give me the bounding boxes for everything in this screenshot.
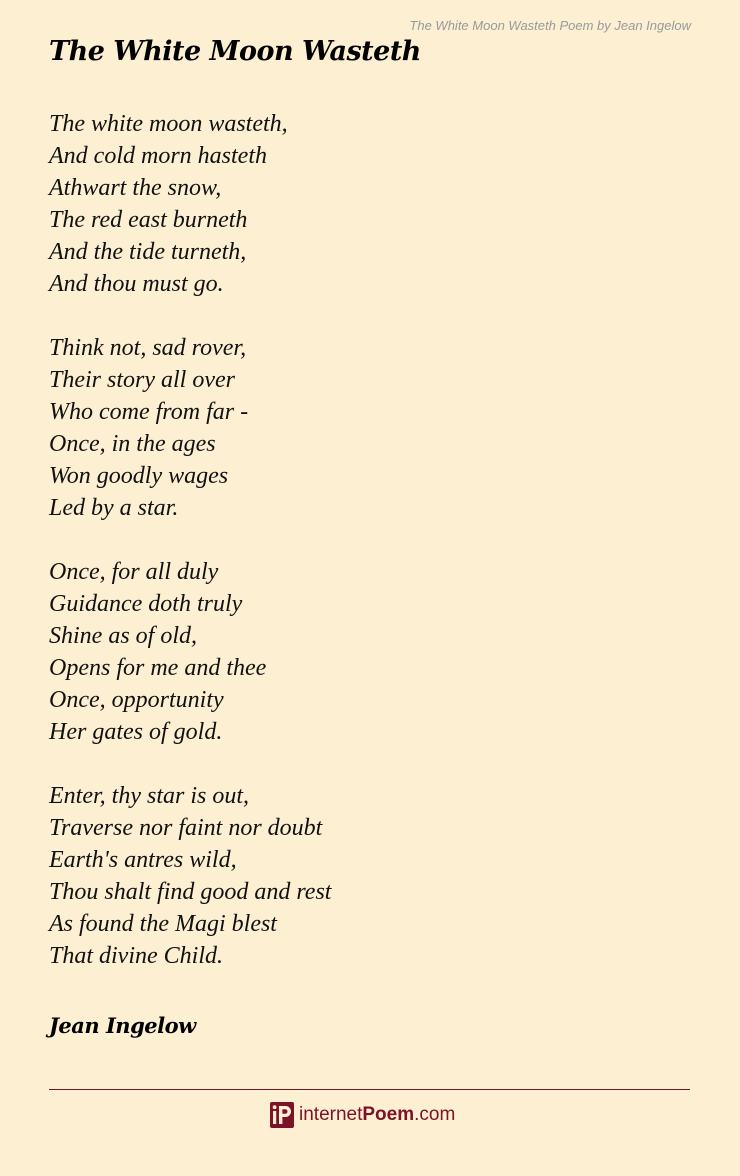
poem-line: And cold morn hasteth: [49, 143, 267, 169]
poem-line: The red east burneth: [49, 207, 248, 233]
poem-stanza: [49, 332, 331, 524]
site-logo[interactable]: [270, 1101, 455, 1129]
poem-line: Once, opportunity: [49, 687, 224, 713]
internetpoem-logo-icon: [270, 1102, 294, 1128]
poem-line: And thou must go.: [49, 271, 224, 297]
poem-line: Athwart the snow,: [49, 175, 222, 201]
brand-prefix: internet: [299, 1104, 363, 1125]
header-credit: The White Moon Wasteth Poem by Jean Ingelow: [409, 18, 691, 33]
poem-title: The White Moon Wasteth: [49, 36, 421, 67]
poem-line: Shine as of old,: [49, 623, 197, 649]
brand-bold: Poem: [362, 1104, 415, 1125]
poem-line: Earth's antres wild,: [49, 847, 237, 873]
poem-line: Once, in the ages: [49, 431, 216, 457]
poem-line: Enter, thy star is out,: [49, 783, 250, 809]
poem-line: Opens for me and thee: [49, 655, 267, 681]
poem-author: Jean Ingelow: [49, 1013, 196, 1038]
poem-stanza: [49, 108, 331, 300]
poem-line: Think not, sad rover,: [49, 335, 247, 361]
site-brand-name: [299, 1102, 455, 1128]
poem-line: That divine Child.: [49, 943, 223, 969]
poem-line: Their story all over: [49, 367, 235, 393]
poem-line: Thou shalt find good and rest: [49, 879, 332, 905]
brand-suffix: .com: [414, 1104, 456, 1125]
poem-line: Led by a star.: [49, 495, 179, 521]
poem-line: As found the Magi blest: [49, 911, 277, 937]
poem-line: Once, for all duly: [49, 559, 219, 585]
poem-line: Traverse nor faint nor doubt: [49, 815, 323, 841]
poem-line: Won goodly wages: [49, 463, 229, 489]
poem-line: And the tide turneth,: [49, 239, 247, 265]
poem-line: Who come from far -: [49, 399, 249, 425]
footer-divider: [49, 1089, 690, 1090]
poem-body: [49, 108, 331, 972]
poem-line: Her gates of gold.: [49, 719, 223, 745]
poem-line: The white moon wasteth,: [49, 111, 288, 137]
poem-stanza: [49, 556, 331, 748]
poem-line: Guidance doth truly: [49, 591, 243, 617]
poem-stanza: [49, 780, 331, 972]
